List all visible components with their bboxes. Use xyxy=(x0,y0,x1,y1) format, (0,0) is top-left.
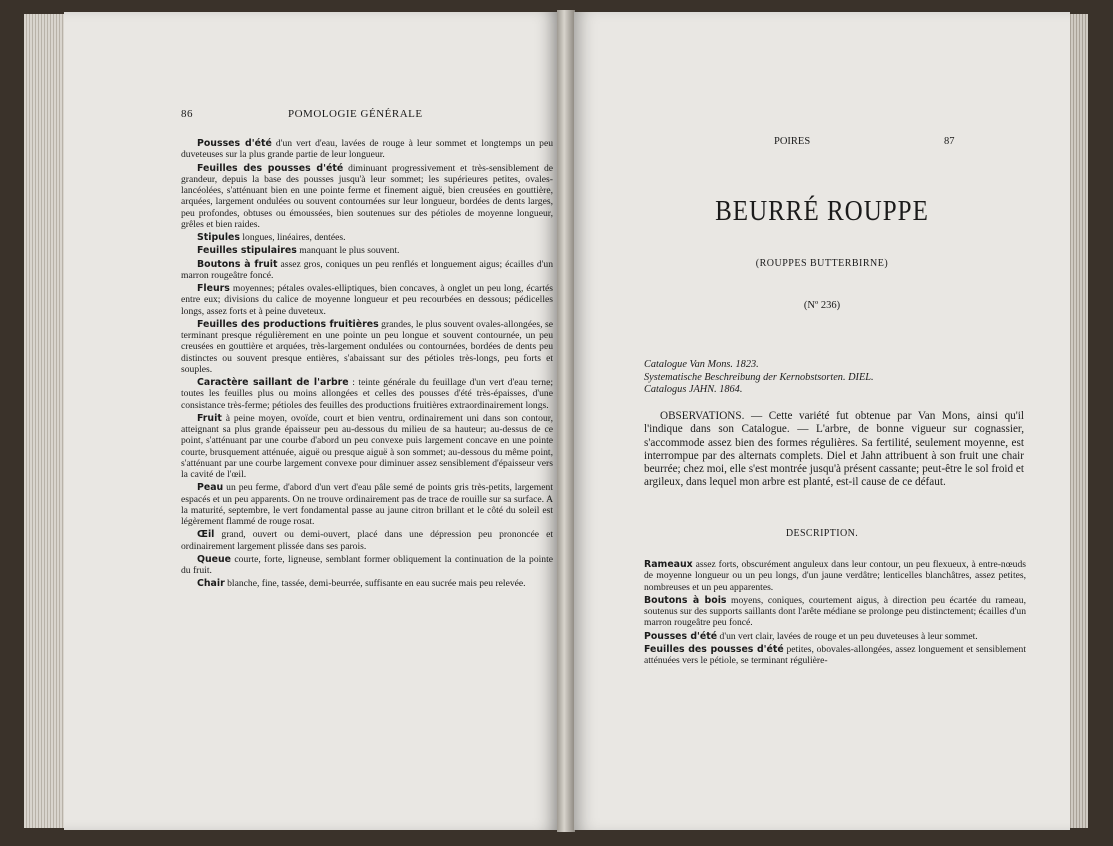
paragraph-term: Boutons à bois xyxy=(644,594,727,606)
reference-line: Catalogus JAHN. 1864. xyxy=(644,384,743,396)
paragraph-term: Rameaux xyxy=(644,559,693,570)
paragraph-term: Fleurs xyxy=(197,283,230,294)
description-paragraph xyxy=(181,163,553,231)
paragraph-term: Feuilles stipulaires xyxy=(197,245,297,257)
description-paragraph xyxy=(181,319,553,375)
paragraph-text: grand, ouvert ou demi-ouvert, placé dans une dépression peu prononcée et ordinairement largement plissée dans ses parois. xyxy=(181,529,553,552)
paragraph-term: Fruit xyxy=(197,412,222,424)
description-paragraph xyxy=(181,232,553,243)
left-page-number: 86 xyxy=(181,108,193,120)
observations-paragraph xyxy=(644,410,1024,490)
reference-line: Catalogue Van Mons. 1823. xyxy=(644,359,759,370)
paragraph-text: assez gros, coniques un peu renflés et longuement aigus; écailles d'un marron rougeâtre foncé. xyxy=(181,258,553,281)
variety-subtitle: (ROUPPES BUTTERBIRNE) xyxy=(755,258,889,269)
description-paragraph xyxy=(644,644,1026,667)
description-paragraph xyxy=(644,631,1026,642)
paragraph-term: Feuilles des pousses d'été xyxy=(644,644,784,656)
description-paragraph xyxy=(181,283,553,317)
paragraph-text: diminuant progressivement et très-sensiblement de grandeur, depuis la base des pousses jusqu'à leur sommet; les supérieures petites, ovales-lancéolées, s'atténuant bien en une pointe ferme et finement aiguë, bien creusées en gouttière, arquées, largement ondulées ou souvent contournées sur leur longueur, bordées de dents larges, peu profondes, obtuses ou émoussées, bien soutenues sur des pétioles de moyenne longueur, grêles et bien raides. xyxy=(181,162,554,230)
paragraph-text: petites, obovales-allongées, assez longuement et sensiblement atténuées vers le pétiole, se terminant régulière- xyxy=(644,644,1026,667)
observations-text: — Cette variété fut obtenue par Van Mons, ainsi qu'il l'indique dans son Catalogue. — L'arbre, de bonne vigueur sur cognassier, s'accommode assez bien des formes régulières. Sa fertilité, seulement moyenne, est interrompue par des alternats complets. Diel et Jahn attribuent à son fruit une chair beurrée; chez moi, elle s'est montrée jusqu'à présent cassante; peut-être le sol froid et argileux, dans lequel mon arbre est planté, est-il cause de ce défaut. xyxy=(644,410,1024,489)
description-paragraph xyxy=(181,245,553,256)
reference-line: Systematische Beschreibung der Kernobstsorten. DIEL. xyxy=(644,371,874,383)
references xyxy=(644,359,1024,397)
right-running-title: POIRES xyxy=(774,136,811,147)
paragraph-text: moyennes; pétales ovales-elliptiques, bien concaves, à onglet un peu long, écartés entre eux; divisions du calice de moyenne longueur et peu recourbées en dessous; pédicelles longs, assez forts et à peine duveteux. xyxy=(181,283,553,317)
right-page-number: 87 xyxy=(944,136,955,147)
paragraph-term: Œil xyxy=(197,529,215,541)
paragraph-text: un peu ferme, d'abord d'un vert d'eau pâle semé de points gris très-petits, largement espacés et un peu apparents. On ne trouve ordinairement pas de trace de rouille sur sa surface. A la maturité, septembre, le vert fondamental passe au jaune citron brillant et le côté du soleil est légèrement flammé de rouge rosat. xyxy=(181,482,553,527)
paragraph-term: Feuilles des productions fruitières xyxy=(197,318,379,330)
description-paragraph xyxy=(181,554,553,577)
paragraph-text: blanche, fine, tassée, demi-beurrée, suffisante en eau sucrée mais peu relevée. xyxy=(224,578,526,590)
paragraph-text: grandes, le plus souvent ovales-allongées, se terminant presque régulièrement en une pointe un peu longue et souvent contournée, un peu creusées en gouttière et arquées, très-largement ondulées ou contournées, bordées de dents peu distinctes ou souvent presque entières, s'abaissant sur des pétioles très-longs, peu forts et souples. xyxy=(181,318,553,375)
right-body-text xyxy=(644,559,1026,669)
paragraph-text: d'un vert d'eau, lavées de rouge à leur sommet et longtemps un peu duveteuses sur la plus grande partie de leur longueur. xyxy=(181,138,553,161)
book-spine xyxy=(557,10,575,832)
description-paragraph xyxy=(181,413,553,481)
variety-title: BEURRÉ ROUPPE xyxy=(715,195,929,227)
paragraph-term: Pousses d'été xyxy=(644,630,718,642)
description-paragraph xyxy=(644,559,1026,593)
paragraph-term: Chair xyxy=(197,578,225,590)
paragraph-term: Stipules xyxy=(197,232,240,243)
paragraph-term: Peau xyxy=(197,482,224,494)
paragraph-term: Caractère saillant de l'arbre xyxy=(197,377,349,388)
paragraph-text: assez forts, obscurément anguleux dans leur contour, un peu flexueux, à entre-nœuds de moyenne longueur ou un peu longs, d'un jaune verdâtre; lenticelles blanchâtres, assez petites, nombreuses et un peu apparentes. xyxy=(644,559,1026,593)
description-paragraph xyxy=(181,578,553,589)
paragraph-text: : teinte générale du feuillage d'un vert d'eau terne; toutes les feuilles plus ou moins allongées et celles des pousses d'été très-épaisses, d'une consistance très-ferme; pétioles des feuilles des productions fruitières extraordinairement longs. xyxy=(181,377,553,411)
description-paragraph xyxy=(181,529,553,552)
paragraph-text: d'un vert clair, lavées de rouge et un peu duveteuses à leur sommet. xyxy=(717,630,978,642)
observations-label: OBSERVATIONS. xyxy=(660,410,745,422)
paragraph-text: longues, linéaires, dentées. xyxy=(239,232,346,243)
description-paragraph xyxy=(181,259,553,282)
paragraph-term: Queue xyxy=(197,553,232,565)
page-edges-right xyxy=(1068,14,1088,828)
paragraph-text: manquant le plus souvent. xyxy=(296,245,400,257)
paragraph-text: à peine moyen, ovoïde, court et bien ventru, ordinairement uni dans son contour, atteignant sa plus grande épaisseur peu au-dessous du milieu de sa hauteur; au-dessus de ce point, s'atténuant par une courbe d'abord un peu convexe puis largement concave en une pointe courte, brusquement atténuée, aiguë ou presque aiguë à son sommet; au-dessous du même point, s'atténuant par une courbe largement convexe pour diminuer assez sensiblement d'épaisseur vers la cavité de l'œil. xyxy=(181,412,553,480)
description-paragraph xyxy=(181,138,553,161)
left-running-title: POMOLOGIE GÉNÉRALE xyxy=(288,108,423,120)
paragraph-term: Pousses d'été xyxy=(197,138,272,149)
paragraph-term: Feuilles des pousses d'été xyxy=(197,162,344,174)
paragraph-text: courte, forte, ligneuse, semblant former obliquement la continuation de la pointe du fruit. xyxy=(181,553,553,576)
left-body-text xyxy=(181,138,553,592)
description-paragraph xyxy=(181,377,553,411)
right-page xyxy=(574,12,1070,830)
description-heading: DESCRIPTION. xyxy=(785,528,859,539)
variety-number: (Nº 236) xyxy=(803,300,841,311)
page-edges-left xyxy=(24,14,66,828)
left-page xyxy=(64,12,558,830)
paragraph-text: moyens, coniques, courtement aigus, à direction peu écartée du rameau, soutenus sur des supports saillants dont l'arête médiane se prolonge peu distinctement; écailles d'un marron rougeâtre peu foncé. xyxy=(644,594,1026,629)
paragraph-term: Boutons à fruit xyxy=(197,258,278,270)
description-paragraph xyxy=(644,595,1026,629)
description-paragraph xyxy=(181,482,553,527)
